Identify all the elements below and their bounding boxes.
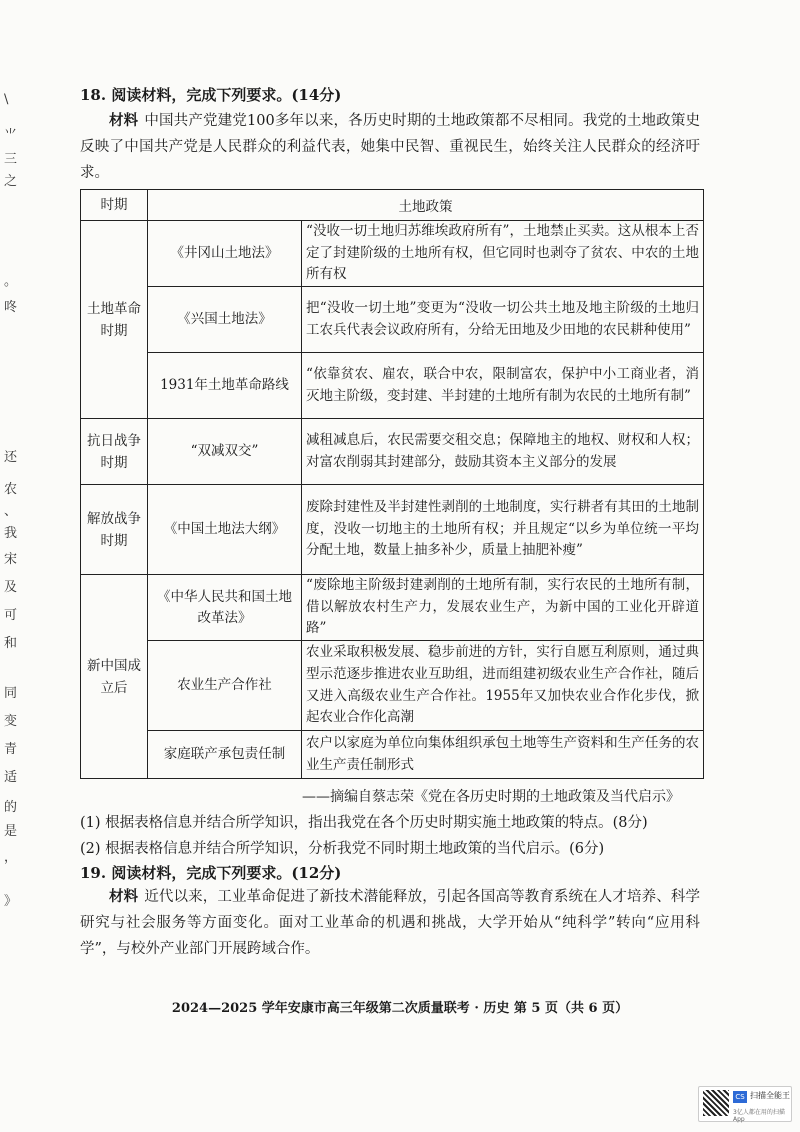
policy-name-cell: 农业生产合作社 [148,641,302,731]
question-19-title: 19. 阅读材料，完成下列要求。(12分) [80,864,342,882]
policy-name-cell: 家庭联产承包责任制 [148,731,302,779]
table-row [81,641,704,731]
table-row [81,221,704,287]
question-18-sub-1: (1) 根据表格信息并结合所学知识，指出我党在各个历史时期实施土地政策的特点。(8分) [80,815,648,831]
margin-mark: 适 [4,770,18,785]
margin-mark: 。 [4,274,18,289]
policy-content-cell: “废除地主阶级封建剥削的土地所有制，实行农民的土地所有制，借以解放农村生产力，发展农业生产，为新中国的工业化开辟道路” [302,575,704,641]
margin-mark: 可 [4,608,18,623]
camscanner-name: 扫描全能王 [750,1091,790,1100]
period-cell: 新中国成立后 [81,575,148,779]
question-18-sub-2: (2) 根据表格信息并结合所学知识，分析我党不同时期土地政策的当代启示。(6分) [80,841,605,857]
table-header-row [81,190,704,221]
margin-mark: 三 [4,152,18,167]
material-label: 材料 [109,888,139,905]
question-18-title: 18. 阅读材料，完成下列要求。(14分) [80,86,342,104]
margin-mark: 农 [4,482,18,497]
header-policy: 土地政策 [148,190,704,221]
table-row [81,485,704,575]
period-cell: 抗日战争时期 [81,419,148,485]
question-18-material [80,108,700,186]
land-policy-table [80,189,704,779]
material-label: 材料 [109,112,139,129]
margin-mark: 我 [4,526,18,541]
margin-mark: ， [4,850,18,865]
margin-mark: 同 [4,686,18,701]
policy-content-cell: 废除封建性及半封建性剥削的土地制度，实行耕者有其田的土地制度，没收一切地主的土地所有权；并且规定“以乡为单位统一平均分配土地，数量上抽多补少，质量上抽肥补瘦” [302,485,704,575]
policy-content-cell: “依靠贫农、雇农，联合中农，限制富农，保护中小工商业者，消灭地主阶级，变封建、半封建的土地所有制为农民的土地所有制” [302,353,704,419]
policy-name-cell: 《中华人民共和国土地改革法》 [148,575,302,641]
margin-mark: 和 [4,636,18,651]
scanner-watermark [698,1086,792,1122]
policy-name-cell: 《井冈山土地法》 [148,221,302,287]
margin-mark: 变 [4,714,18,729]
header-period: 时期 [81,190,148,221]
policy-name-cell: “双减双交” [148,419,302,485]
margin-mark: ⺌ [4,128,18,143]
table-row [81,287,704,353]
margin-mark: \ [4,92,9,107]
policy-content-cell: “没收一切土地归苏维埃政府所有”，土地禁止买卖。这从根本上否定了封建阶级的土地所有权，但它同时也剥夺了贫农、中农的土地所有权 [302,221,704,287]
margin-mark: 及 [4,580,18,595]
material-text: 近代以来，工业革命促进了新技术潜能释放，引起各国高等教育系统在人才培养、科学研究与社会服务等方面变化。面对工业革命的机遇和挑战，大学开始从“纯科学”转向“应用科学”，与校外产业部门开展跨域合作。 [80,889,701,957]
policy-content-cell: 农户以家庭为单位向集体组织承包土地等生产资料和生产任务的农业生产责任制形式 [302,731,704,779]
qr-code-icon [703,1090,729,1116]
policy-name-cell: 《中国土地法大纲》 [148,485,302,575]
margin-mark: 青 [4,742,18,757]
period-cell: 土地革命时期 [81,221,148,419]
question-19-material [80,884,700,962]
policy-name-cell: 《兴国土地法》 [148,287,302,353]
margin-mark: 、 [4,504,18,519]
margin-mark: 宋 [4,552,18,567]
source-citation: ——摘编自蔡志荣《党在各历史时期的土地政策及当代启示》 [302,789,680,805]
margin-mark: 是 [4,824,18,839]
period-cell: 解放战争时期 [81,485,148,575]
table-row [81,353,704,419]
policy-content-cell: 把“没收一切土地”变更为“没收一切公共土地及地主阶级的土地归工农兵代表会议政府所有，分给无田地及少田地的农民耕种使用” [302,287,704,353]
table-row [81,419,704,485]
camscanner-logo: CS [733,1091,747,1103]
margin-mark: 》 [4,894,18,909]
margin-mark: 咚 [4,300,18,315]
policy-name-cell: 1931年土地革命路线 [148,353,302,419]
material-text: 中国共产党建党100多年以来，各历史时期的土地政策都不尽相同。我党的土地政策史反映了中国共产党是人民群众的利益代表，她集中民智、重视民生，始终关注人民群众的经济吁求。 [80,113,700,181]
margin-mark: 的 [4,800,18,815]
table-row [81,575,704,641]
margin-mark: 还 [4,450,18,465]
policy-content-cell: 减租减息后，农民需要交租交息；保障地主的地权、财权和人权；对富农削弱其封建部分，鼓励其资本主义部分的发展 [302,419,704,485]
camscanner-tagline: 3亿人都在用的扫描App [733,1109,785,1123]
table-row [81,731,704,779]
page-footer: 2024—2025 学年安康市高三年级第二次质量联考 · 历史 第 5 页（共 6 页） [171,1001,629,1016]
policy-content-cell: 农业采取积极发展、稳步前进的方针，实行自愿互利原则，通过典型示范逐步推进农业互助组，进而组建初级农业生产合作社，随后又进入高级农业生产合作社。1955年又加快农业合作化步伐，掀起农业合作化高潮 [302,641,704,731]
margin-mark: 之 [4,174,18,189]
